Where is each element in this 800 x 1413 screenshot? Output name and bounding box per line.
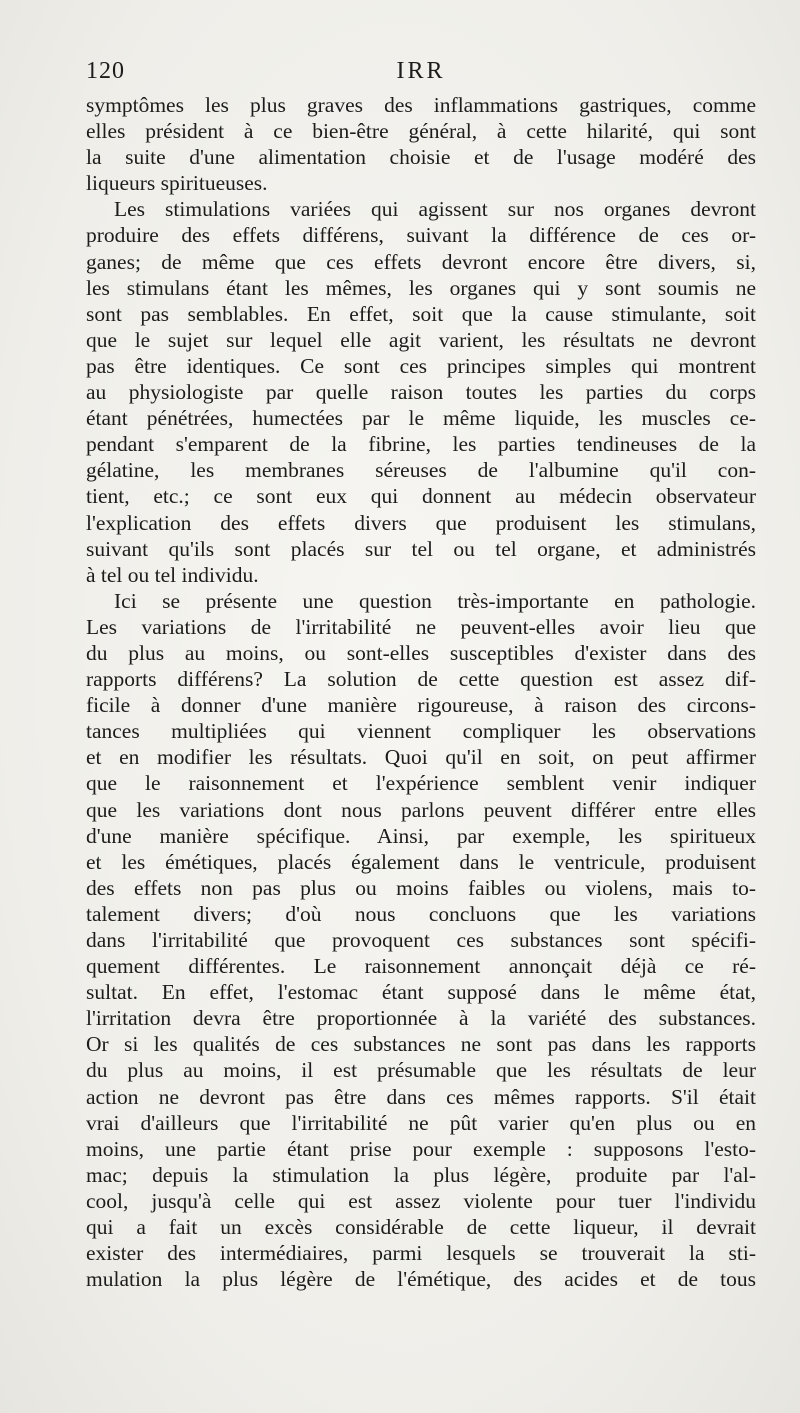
text-line: du plus au moins, il est présumable que les résultats de leur xyxy=(86,1058,756,1083)
text-line: produire des effets différens, suivant la différence de ces or- xyxy=(86,223,756,248)
body-text xyxy=(86,92,756,1292)
page-header xyxy=(86,58,756,88)
text-line: et les émétiques, placés également dans le ventricule, produisent xyxy=(86,849,756,874)
text-line: du plus au moins, ou sont-elles susceptibles d'exister dans des xyxy=(86,640,756,665)
text-line: que les variations dont nous parlons peuvent différer entre elles xyxy=(86,797,756,822)
text-line: tances multipliées qui viennent compliquer les observations xyxy=(86,719,756,744)
text-line: moins, une partie étant prise pour exemple : supposons l'esto- xyxy=(86,1136,756,1161)
text-line: sultat. En effet, l'estomac étant supposé dans le même état, xyxy=(86,980,756,1005)
text-line: qui a fait un excès considérable de cette liqueur, il devrait xyxy=(86,1215,756,1240)
running-head: IRR xyxy=(396,58,446,84)
text-line: exister des intermédiaires, parmi lesquels se trouverait la sti- xyxy=(86,1241,756,1266)
text-line: mulation la plus légère de l'émétique, des acides et de tous xyxy=(86,1267,756,1292)
text-line: action ne devront pas être dans ces mêmes rapports. S'il était xyxy=(86,1084,756,1109)
text-line: dans l'irritabilité que provoquent ces substances sont spécifi- xyxy=(86,928,756,952)
text-line: elles président à ce bien-être général, à cette hilarité, qui sont xyxy=(86,119,756,144)
paragraph-start-line: Ici se présente une question très-importante en pathologie. xyxy=(114,588,756,613)
text-line: rapports différens? La solution de cette question est assez dif- xyxy=(86,667,756,692)
text-line: quement différentes. Le raisonnement annonçait déjà ce ré- xyxy=(86,954,756,979)
text-line: ganes; de même que ces effets devront encore être divers, si, xyxy=(86,249,756,274)
text-line: gélatine, les membranes séreuses de l'albumine qu'il con- xyxy=(86,458,756,483)
text-line: Les variations de l'irritabilité ne peuvent-elles avoir lieu que xyxy=(86,614,756,639)
text-line: les stimulans étant les mêmes, les organes qui y sont soumis ne xyxy=(86,275,756,300)
text-line: des effets non pas plus ou moins faibles ou violens, mais to- xyxy=(86,875,756,900)
text-line: sont pas semblables. En effet, soit que la cause stimulante, soit xyxy=(86,301,756,326)
text-line: que le sujet sur lequel elle agit varient, les résultats ne devront xyxy=(86,327,756,352)
text-line: étant pénétrées, humectées par le même liquide, les muscles ce- xyxy=(86,406,756,431)
text-line: et en modifier les résultats. Quoi qu'il en soit, on peut affirmer xyxy=(86,745,756,770)
text-line: l'irritation devra être proportionnée à la variété des substances. xyxy=(86,1006,756,1031)
text-line: Or si les qualités de ces substances ne sont pas dans les rapports xyxy=(86,1032,756,1057)
text-line: au physiologiste par quelle raison toutes les parties du corps xyxy=(86,380,756,405)
text-line: talement divers; d'où nous concluons que les variations xyxy=(86,901,756,926)
text-line: que le raisonnement et l'expérience semblent venir indiquer xyxy=(86,771,756,796)
text-line: d'une manière spécifique. Ainsi, par exemple, les spiritueux xyxy=(86,823,756,848)
text-line: ficile à donner d'une manière rigoureuse, à raison des circons- xyxy=(86,693,756,718)
text-line: tient, etc.; ce sont eux qui donnent au médecin observateur xyxy=(86,484,756,509)
text-line: mac; depuis la stimulation la plus légère, produite par l'al- xyxy=(86,1162,756,1187)
text-line: pas être identiques. Ce sont ces principes simples qui montrent xyxy=(86,353,756,378)
text-line: suivant qu'ils sont placés sur tel ou tel organe, et administrés xyxy=(86,536,756,561)
text-line: vrai d'ailleurs que l'irritabilité ne pût varier qu'en plus ou en xyxy=(86,1110,756,1135)
page-number: 120 xyxy=(86,58,125,84)
text-line: pendant s'emparent de la fibrine, les parties tendineuses de la xyxy=(86,432,756,457)
text-line: la suite d'une alimentation choisie et de l'usage modéré des xyxy=(86,145,756,170)
text-line: l'explication des effets divers que produisent les stimulans, xyxy=(86,510,756,535)
paragraph-start-line: Les stimulations variées qui agissent sur nos organes devront xyxy=(114,197,756,222)
text-line: cool, jusqu'à celle qui est assez violente pour tuer l'individu xyxy=(86,1188,756,1213)
text-line: liqueurs spiritueuses. xyxy=(86,171,268,196)
text-line: à tel ou tel individu. xyxy=(86,562,259,587)
text-line: symptômes les plus graves des inflammations gastriques, comme xyxy=(86,93,756,117)
